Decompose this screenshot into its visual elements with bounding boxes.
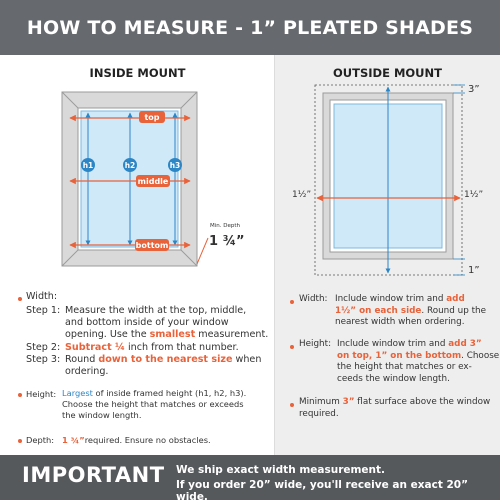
- top-margin-label: 3”: [468, 84, 480, 95]
- step2-text: Subtract ¼ inch from that number.: [65, 342, 239, 353]
- step1-text: Measure the width at the top, middle, and bottom inside of your window opening. Use the smallest measurement.: [65, 305, 269, 340]
- outside-width-text: Include window trim and add 1½” on each side. Round up the nearest width when ordering.: [335, 294, 487, 327]
- middle-label: middle: [137, 177, 169, 186]
- important-line-2: If you order 20” wide, you'll receive an exact 20” wide.: [176, 479, 469, 503]
- important-banner: [0, 455, 500, 503]
- inside-instructions: [0, 0, 275, 455]
- outside-instructions: [275, 0, 500, 455]
- outside-width-label: Width:: [299, 294, 328, 304]
- outside-mount-title: OUTSIDE MOUNT: [333, 66, 442, 80]
- depth-value: 1 ¾”: [209, 234, 245, 249]
- h1-label: h1: [82, 161, 94, 170]
- outside-height-text: Include window trim and add 3” on top, 1” on the bottom. Choose the height that matches or ex- ceeds the window length.: [337, 339, 500, 384]
- right-margin-label: 1½”: [464, 190, 484, 200]
- height-text: Largest of inside framed height (h1, h2, h3). Choose the height that matches or exceeds the window length.: [62, 388, 247, 420]
- width-label: Width:: [26, 291, 58, 302]
- step2-label: Step 2:: [26, 342, 61, 353]
- bottom-label: bottom: [135, 241, 169, 250]
- left-margin-label: 1½”: [292, 190, 312, 200]
- outside-height-label: Height:: [299, 339, 332, 349]
- min-depth-label: Min. Depth: [210, 223, 241, 229]
- depth-label: Depth:: [26, 435, 55, 445]
- height-label: Height:: [26, 389, 57, 399]
- step1-label: Step 1:: [26, 305, 61, 316]
- step3-label: Step 3:: [26, 354, 61, 365]
- depth-text: 1 ¾”required. Ensure no obstacles.: [62, 435, 211, 445]
- step3-text: Round down to the nearest size when ordering.: [65, 354, 262, 377]
- important-line-1: We ship exact width measurement.: [176, 464, 386, 476]
- h3-label: h3: [169, 161, 181, 170]
- top-label: top: [144, 113, 160, 122]
- inside-mount-title: INSIDE MOUNT: [89, 66, 186, 80]
- h2-label: h2: [124, 161, 136, 170]
- outside-min-text: Minimum 3” flat surface above the window required.: [299, 397, 491, 419]
- bottom-margin-label: 1”: [468, 265, 480, 276]
- page-title: HOW TO MEASURE - 1” PLEATED SHADES: [0, 0, 500, 55]
- important-label: IMPORTANT: [22, 463, 165, 487]
